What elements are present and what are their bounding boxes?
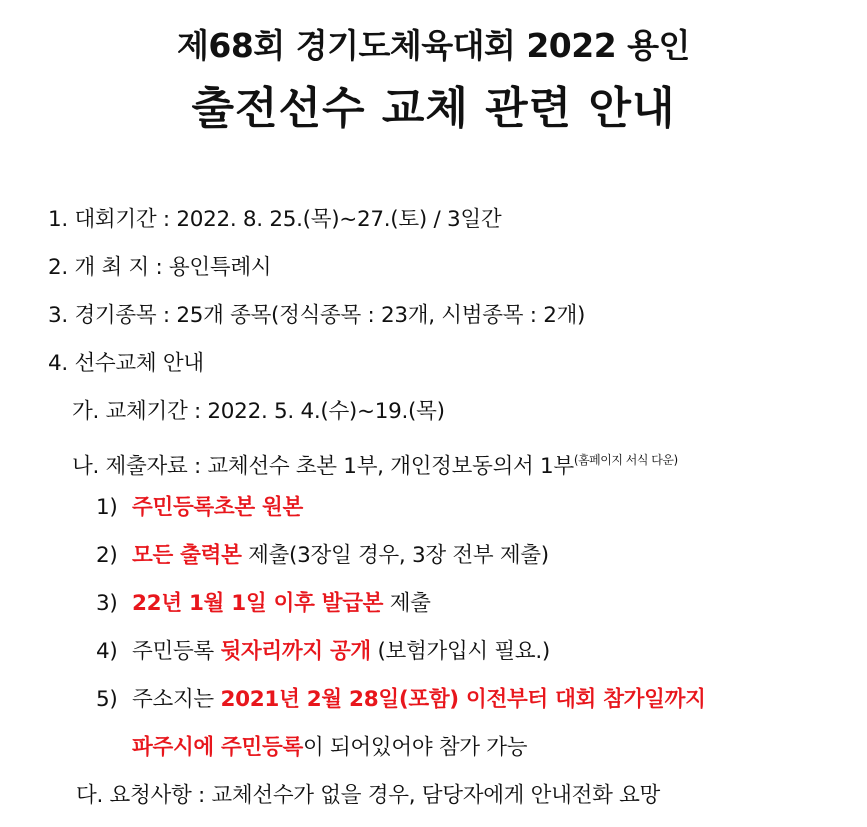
requirement-5 (96, 685, 706, 715)
requirement-2 (96, 541, 549, 571)
requirement-5-highlight-2: 파주시에 주민등록 (132, 735, 303, 760)
requirement-3 (96, 589, 431, 619)
sub-item-period: 가. 교체기간 : 2022. 5. 4.(수)~19.(목) (72, 399, 445, 424)
requirement-3-highlight: 22년 1월 1일 이후 발급본 (132, 591, 384, 616)
requirement-5-number: 5) (96, 687, 118, 712)
requirement-5-highlight-1: 2021년 2월 28일(포함) 이전부터 대회 참가일까지 (220, 687, 706, 712)
requirement-1-number: 1) (96, 495, 118, 520)
sub-item-request: 다. 요청사항 : 교체선수가 없을 경우, 담당자에게 안내전화 요망 (76, 783, 661, 808)
item-events: 3. 경기종목 : 25개 종목(정식종목 : 23개, 시범종목 : 2개) (48, 303, 586, 328)
requirement-4-text: (보험가입시 필요.) (370, 639, 550, 664)
item-replacement: 4. 선수교체 안내 (48, 351, 204, 376)
requirement-4-number: 4) (96, 639, 118, 664)
requirement-1 (96, 493, 303, 523)
requirement-1-highlight: 주민등록초본 원본 (132, 495, 303, 520)
documents-text: 나. 제출자료 : 교체선수 초본 1부, 개인정보동의서 1부 (72, 454, 574, 479)
requirement-5-continued (132, 733, 527, 763)
requirement-3-text: 제출 (383, 591, 431, 616)
requirement-5-prefix: 주소지는 (132, 687, 221, 712)
requirement-2-text: 제출(3장일 경우, 3장 전부 제출) (241, 543, 549, 568)
sub-item-documents (72, 445, 678, 482)
title-line-1: 제68회 경기도체육대회 2022 용인 (177, 26, 690, 65)
requirement-4 (96, 637, 550, 667)
requirement-2-highlight: 모든 출력본 (132, 543, 242, 568)
requirement-4-prefix: 주민등록 (132, 639, 221, 664)
requirement-4-highlight: 뒷자리까지 공개 (220, 639, 371, 664)
requirement-2-number: 2) (96, 543, 118, 568)
item-period: 1. 대회기간 : 2022. 8. 25.(목)~27.(토) / 3일간 (48, 207, 502, 232)
title-line-2: 출전선수 교체 관련 안내 (191, 83, 676, 134)
item-host: 2. 개 최 지 : 용인특례시 (48, 255, 272, 280)
requirement-3-number: 3) (96, 591, 118, 616)
requirement-5-text: 이 되어있어야 참가 가능 (302, 735, 528, 760)
documents-note: (홈페이지 서식 다운) (573, 453, 678, 467)
